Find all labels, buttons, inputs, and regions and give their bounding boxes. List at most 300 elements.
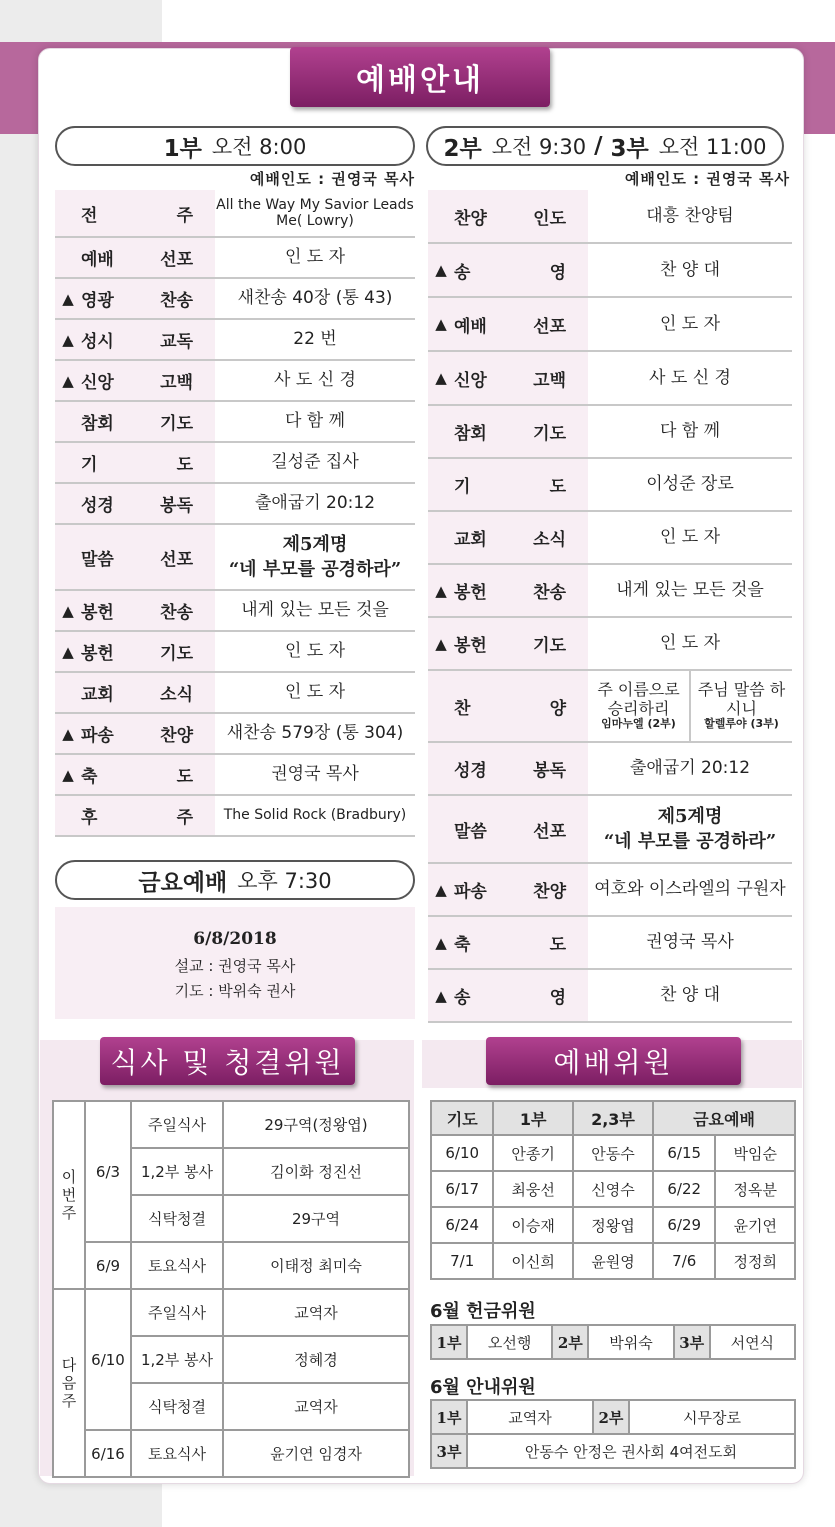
order-label bbox=[55, 632, 215, 671]
order-label-part: 교독 bbox=[160, 332, 193, 352]
order-label-part: 찬 bbox=[454, 698, 471, 719]
guide-row bbox=[431, 1400, 795, 1434]
order-row bbox=[428, 864, 792, 917]
order-label-text bbox=[454, 525, 588, 550]
triangle-icon: ▲ bbox=[435, 315, 447, 333]
order-label bbox=[55, 238, 215, 277]
order-label-part: 참회 bbox=[454, 424, 487, 444]
order-row bbox=[55, 714, 415, 755]
order-row bbox=[55, 632, 415, 673]
order-label-text bbox=[81, 680, 215, 705]
anthem-cell bbox=[588, 671, 689, 741]
order-value: 인 도 자 bbox=[284, 247, 346, 268]
order-row bbox=[428, 796, 792, 864]
triangle-icon: ▲ bbox=[435, 581, 447, 600]
order-row bbox=[55, 361, 415, 402]
order-label-part: 봉헌 bbox=[81, 603, 114, 623]
duty-date: 6/9 bbox=[85, 1242, 131, 1289]
order-label-part: 말씀 bbox=[81, 549, 114, 570]
order-value: 새찬송 40장 (통 43) bbox=[237, 288, 393, 309]
order-label bbox=[55, 190, 215, 236]
service1-label: 1부 bbox=[163, 135, 202, 162]
guide-name: 교역자 bbox=[467, 1400, 593, 1434]
order-value: 다 함 께 bbox=[284, 411, 346, 432]
worship-header: 기도 bbox=[431, 1101, 493, 1135]
duty-task: 식탁청결 bbox=[131, 1383, 223, 1430]
worship-cell: 6/22 bbox=[653, 1171, 715, 1207]
friday-label: 금요예배 bbox=[138, 869, 228, 896]
order-row bbox=[55, 320, 415, 361]
order-row bbox=[55, 190, 415, 238]
order-label-text bbox=[454, 472, 588, 497]
order-value: 내게 있는 모든 것을 bbox=[616, 580, 764, 601]
duty-assignee: 교역자 bbox=[223, 1289, 409, 1336]
service23-leader: 예배인도 : 권영국 목사 bbox=[624, 170, 790, 188]
order-label bbox=[428, 190, 588, 242]
worship-title: 예배위원 bbox=[486, 1037, 741, 1085]
order-row bbox=[428, 970, 792, 1023]
order-label bbox=[55, 673, 215, 712]
order-label bbox=[428, 406, 588, 457]
order-label-part: 영 bbox=[549, 988, 566, 1008]
duty-row bbox=[53, 1242, 409, 1289]
duty-table bbox=[52, 1100, 410, 1478]
order-label-part: 인도 bbox=[533, 208, 566, 229]
duty-task: 주일식사 bbox=[131, 1289, 223, 1336]
order-row bbox=[428, 352, 792, 406]
order-label-text bbox=[81, 409, 215, 434]
order-label-part: 교회 bbox=[81, 685, 114, 705]
order-label-text bbox=[454, 694, 588, 719]
order-label bbox=[428, 459, 588, 510]
order-value: 이성준 장로 bbox=[646, 474, 734, 495]
guide-part: 1부 bbox=[431, 1400, 467, 1434]
order-value: 권영국 목사 bbox=[646, 932, 734, 953]
worship-cell: 안동수 bbox=[573, 1135, 653, 1171]
order-row bbox=[428, 459, 792, 512]
order-label-text bbox=[454, 631, 588, 656]
order-label-part: 기도 bbox=[533, 636, 566, 656]
order-label bbox=[428, 743, 588, 794]
friday-info bbox=[55, 907, 415, 1019]
order-label-text bbox=[454, 930, 588, 955]
friday-preacher: 설교 : 권영국 목사 bbox=[174, 956, 296, 975]
order-label-part: 소식 bbox=[160, 685, 193, 705]
order-label-part: 후 bbox=[81, 808, 98, 828]
order-label-part: 봉독 bbox=[160, 496, 193, 516]
order-label-part: 소식 bbox=[533, 530, 566, 550]
duty-assignee: 교역자 bbox=[223, 1383, 409, 1430]
order-label-part: 파송 bbox=[454, 882, 487, 902]
order-label-part: 예배 bbox=[81, 250, 114, 270]
order-row bbox=[428, 917, 792, 970]
order-value: 인 도 자 bbox=[284, 641, 346, 662]
order-row bbox=[428, 512, 792, 565]
order-label bbox=[55, 525, 215, 589]
order-label-part: 축 bbox=[454, 935, 471, 955]
duty-task: 식탁청결 bbox=[131, 1195, 223, 1242]
worship-cell: 6/10 bbox=[431, 1135, 493, 1171]
guide-name: 안동수 안정은 권사회 4여전도회 bbox=[467, 1434, 795, 1468]
order-value: 출애굽기 20:12 bbox=[629, 758, 751, 779]
triangle-icon: ▲ bbox=[62, 371, 74, 390]
service23-order bbox=[428, 190, 792, 1023]
order-label-part: 양 bbox=[549, 698, 566, 719]
order-label-text bbox=[454, 366, 588, 391]
order-value: 인 도 자 bbox=[659, 633, 721, 654]
order-label-part: 성경 bbox=[454, 761, 487, 781]
worship-cell: 박임순 bbox=[715, 1135, 795, 1171]
duty-task: 1,2부 봉사 bbox=[131, 1336, 223, 1383]
order-value: 내게 있는 모든 것을 bbox=[241, 600, 389, 621]
order-value: 여호와 이스라엘의 구원자 bbox=[594, 879, 786, 900]
order-label-part: 주 bbox=[176, 808, 193, 828]
triangle-icon: ▲ bbox=[62, 289, 74, 308]
service-separator: / bbox=[594, 133, 603, 159]
worship-cell: 6/24 bbox=[431, 1207, 493, 1243]
page-title: 예배안내 bbox=[290, 47, 550, 107]
order-label-part: 찬송 bbox=[160, 603, 193, 623]
triangle-icon: ▲ bbox=[435, 634, 447, 653]
offering-row bbox=[431, 1325, 795, 1359]
order-label-part: 참회 bbox=[81, 414, 114, 434]
order-value: 제5계명 “네 부모를 공경하라” bbox=[603, 805, 777, 852]
order-label-part: 찬양 bbox=[160, 726, 193, 746]
guide-part: 3부 bbox=[431, 1434, 467, 1468]
order-label-text bbox=[454, 817, 588, 842]
worship-row bbox=[431, 1207, 795, 1243]
order-label-part: 도 bbox=[549, 935, 566, 955]
worship-header: 1부 bbox=[493, 1101, 573, 1135]
worship-cell: 정정희 bbox=[715, 1243, 795, 1279]
order-label-part: 봉헌 bbox=[81, 644, 114, 664]
order-label-text bbox=[81, 803, 215, 828]
order-value: 인 도 자 bbox=[659, 313, 721, 334]
order-label bbox=[428, 970, 588, 1021]
order-label-part: 예배 bbox=[454, 316, 487, 337]
offering-name: 서연식 bbox=[710, 1325, 795, 1359]
offering-table bbox=[430, 1324, 796, 1360]
duty-task: 주일식사 bbox=[131, 1101, 223, 1148]
offering-part: 3부 bbox=[674, 1325, 710, 1359]
order-value: 출애굽기 20:12 bbox=[254, 493, 376, 514]
worship-header: 금요예배 bbox=[653, 1101, 795, 1135]
offering-title: 6월 헌금위원 bbox=[430, 1301, 536, 1322]
worship-cell: 6/29 bbox=[653, 1207, 715, 1243]
worship-cell: 7/1 bbox=[431, 1243, 493, 1279]
order-label-part: 선포 bbox=[160, 549, 193, 570]
duty-assignee: 29구역 bbox=[223, 1195, 409, 1242]
worship-header: 2,3부 bbox=[573, 1101, 653, 1135]
guide-title: 6월 안내위원 bbox=[430, 1377, 536, 1398]
order-label-part: 봉독 bbox=[533, 761, 566, 781]
order-label bbox=[428, 796, 588, 862]
order-label-text bbox=[81, 598, 215, 623]
order-label-text bbox=[81, 639, 215, 664]
triangle-icon: ▲ bbox=[435, 933, 447, 952]
order-label-part: 선포 bbox=[533, 821, 566, 842]
duty-task: 토요식사 bbox=[131, 1242, 223, 1289]
order-row bbox=[55, 755, 415, 796]
order-label-part: 전 bbox=[81, 205, 98, 226]
triangle-icon: ▲ bbox=[62, 765, 74, 784]
order-label-part: 기도 bbox=[160, 644, 193, 664]
order-value: 제5계명 “네 부모를 공경하라” bbox=[228, 533, 402, 580]
order-row bbox=[55, 238, 415, 279]
order-label-part: 고백 bbox=[160, 373, 193, 393]
order-label-text bbox=[454, 312, 588, 337]
order-label-part: 말씀 bbox=[454, 821, 487, 842]
order-row bbox=[55, 443, 415, 484]
friday-date: 6/8/2018 bbox=[193, 929, 277, 949]
anthem-choir: 임마누엘 (2부) bbox=[601, 717, 676, 731]
order-label-part: 찬송 bbox=[533, 583, 566, 603]
service3-label: 3부 bbox=[610, 135, 649, 162]
anthem-choir: 할렐루야 (3부) bbox=[704, 717, 779, 731]
order-value: 권영국 목사 bbox=[271, 764, 359, 785]
guide-name: 시무장로 bbox=[629, 1400, 795, 1434]
duty-date: 6/3 bbox=[85, 1101, 131, 1242]
order-label-part: 기 bbox=[81, 455, 98, 475]
duty-week: 다 음 주 bbox=[53, 1289, 85, 1477]
worship-cell: 신영수 bbox=[573, 1171, 653, 1207]
triangle-icon: ▲ bbox=[62, 601, 74, 620]
order-value: The Solid Rock (Bradbury) bbox=[223, 807, 407, 824]
triangle-icon: ▲ bbox=[435, 369, 447, 387]
duty-assignee: 윤기연 임경자 bbox=[223, 1430, 409, 1477]
order-label-part: 교회 bbox=[454, 530, 487, 550]
order-row bbox=[428, 671, 792, 743]
order-label-part: 신앙 bbox=[454, 370, 487, 391]
offering-part: 2부 bbox=[552, 1325, 588, 1359]
order-label-text bbox=[81, 721, 215, 746]
order-row bbox=[428, 190, 792, 244]
order-label-part: 주 bbox=[176, 205, 193, 226]
duty-assignee: 이태정 최미숙 bbox=[223, 1242, 409, 1289]
order-label-text bbox=[454, 258, 588, 283]
order-label-part: 선포 bbox=[533, 316, 566, 337]
duty-task: 1,2부 봉사 bbox=[131, 1148, 223, 1195]
worship-cell: 6/17 bbox=[431, 1171, 493, 1207]
order-label bbox=[428, 917, 588, 968]
order-label-text bbox=[81, 491, 215, 516]
order-label-part: 기도 bbox=[160, 414, 193, 434]
order-row bbox=[428, 244, 792, 298]
guide-row bbox=[431, 1434, 795, 1468]
order-label bbox=[55, 714, 215, 753]
worship-cell: 6/15 bbox=[653, 1135, 715, 1171]
worship-cell: 정옥분 bbox=[715, 1171, 795, 1207]
order-label-part: 영광 bbox=[81, 291, 114, 311]
order-label-text bbox=[454, 578, 588, 603]
order-row bbox=[428, 565, 792, 618]
duty-date: 6/10 bbox=[85, 1289, 131, 1430]
service2-label: 2부 bbox=[443, 135, 482, 162]
service1-time: 오전 8:00 bbox=[211, 135, 307, 159]
order-label-text bbox=[81, 286, 215, 311]
order-label-text bbox=[81, 201, 215, 226]
worship-cell: 최웅선 bbox=[493, 1171, 573, 1207]
order-label bbox=[55, 279, 215, 318]
duty-assignee: 정혜경 bbox=[223, 1336, 409, 1383]
order-label bbox=[428, 352, 588, 404]
order-label-part: 성시 bbox=[81, 332, 114, 352]
order-label-part: 송 bbox=[454, 262, 471, 283]
order-label-text bbox=[81, 762, 215, 787]
friday-header bbox=[55, 860, 415, 900]
duty-row bbox=[53, 1289, 409, 1336]
order-label-text bbox=[454, 983, 588, 1008]
order-label bbox=[55, 361, 215, 400]
worship-header-row bbox=[431, 1101, 795, 1135]
service1-header bbox=[55, 126, 415, 166]
order-value: 찬 양 대 bbox=[659, 985, 721, 1006]
triangle-icon: ▲ bbox=[62, 330, 74, 349]
order-row bbox=[428, 618, 792, 671]
order-label bbox=[428, 565, 588, 616]
duty-assignee: 김이화 정진선 bbox=[223, 1148, 409, 1195]
friday-time: 오후 7:30 bbox=[237, 869, 332, 893]
offering-name: 박위숙 bbox=[588, 1325, 673, 1359]
order-label-part: 선포 bbox=[160, 250, 193, 270]
order-label bbox=[428, 512, 588, 563]
order-label bbox=[428, 618, 588, 669]
anthem-title: 주님 말씀 하시니 bbox=[697, 680, 786, 718]
worship-cell: 이신희 bbox=[493, 1243, 573, 1279]
order-value: All the Way My Savior Leads Me( Lowry) bbox=[216, 196, 414, 229]
order-label bbox=[428, 298, 588, 350]
worship-cell: 정왕엽 bbox=[573, 1207, 653, 1243]
order-label-part: 신앙 bbox=[81, 373, 114, 393]
service3-time: 오전 11:00 bbox=[658, 135, 767, 159]
order-label-part: 성경 bbox=[81, 496, 114, 516]
order-value: 22 번 bbox=[293, 329, 337, 350]
worship-cell: 윤기연 bbox=[715, 1207, 795, 1243]
order-label bbox=[55, 402, 215, 441]
order-label-part: 축 bbox=[81, 767, 98, 787]
triangle-icon: ▲ bbox=[435, 261, 447, 279]
worship-cell: 이승재 bbox=[493, 1207, 573, 1243]
order-value: 찬 양 대 bbox=[659, 259, 721, 280]
order-label-part: 고백 bbox=[533, 370, 566, 391]
duty-row bbox=[53, 1101, 409, 1148]
order-label bbox=[55, 320, 215, 359]
worship-cell: 윤원영 bbox=[573, 1243, 653, 1279]
order-row bbox=[55, 279, 415, 320]
order-label bbox=[428, 864, 588, 915]
duty-title: 식사 및 청결위원 bbox=[100, 1037, 355, 1085]
duty-date: 6/16 bbox=[85, 1430, 131, 1477]
order-label-part: 찬양 bbox=[454, 208, 487, 229]
order-label bbox=[428, 671, 588, 741]
guide-table bbox=[430, 1399, 796, 1469]
order-row bbox=[55, 673, 415, 714]
order-label bbox=[55, 796, 215, 835]
worship-row bbox=[431, 1171, 795, 1207]
offering-name: 오선행 bbox=[467, 1325, 552, 1359]
order-value: 인 도 자 bbox=[284, 682, 346, 703]
duty-task: 토요식사 bbox=[131, 1430, 223, 1477]
order-label-part: 봉헌 bbox=[454, 583, 487, 603]
service1-order bbox=[55, 190, 415, 837]
order-row bbox=[55, 484, 415, 525]
order-label-text bbox=[81, 545, 215, 570]
order-label-text bbox=[454, 419, 588, 444]
triangle-icon: ▲ bbox=[62, 724, 74, 743]
duty-week: 이 번 주 bbox=[53, 1101, 85, 1289]
duty-row bbox=[53, 1430, 409, 1477]
order-value: 인 도 자 bbox=[659, 527, 721, 548]
order-split bbox=[588, 671, 792, 741]
order-row bbox=[428, 743, 792, 796]
worship-row bbox=[431, 1135, 795, 1171]
triangle-icon: ▲ bbox=[435, 880, 447, 899]
order-label-part: 기도 bbox=[533, 424, 566, 444]
order-label bbox=[428, 244, 588, 296]
guide-part: 2부 bbox=[593, 1400, 629, 1434]
order-label bbox=[55, 755, 215, 794]
order-value: 사 도 신 경 bbox=[274, 370, 356, 391]
order-row bbox=[428, 406, 792, 459]
order-label-part: 영 bbox=[549, 262, 566, 283]
order-label-part: 도 bbox=[549, 477, 566, 497]
order-value: 길성준 집사 bbox=[271, 452, 359, 473]
order-label-part: 파송 bbox=[81, 726, 114, 746]
service1-leader: 예배인도 : 권영국 목사 bbox=[249, 170, 415, 188]
order-row bbox=[55, 525, 415, 591]
order-row bbox=[55, 591, 415, 632]
order-label-part: 송 bbox=[454, 988, 471, 1008]
triangle-icon: ▲ bbox=[62, 642, 74, 661]
order-row bbox=[55, 402, 415, 443]
service2-time: 오전 9:30 bbox=[491, 135, 587, 159]
anthem-title: 주 이름으로 승리하리 bbox=[597, 680, 680, 718]
friday-prayer: 기도 : 박위숙 권사 bbox=[174, 982, 296, 1001]
order-label bbox=[55, 591, 215, 630]
order-label-part: 도 bbox=[176, 455, 193, 475]
anthem-cell bbox=[689, 671, 792, 741]
order-label-part: 찬송 bbox=[160, 291, 193, 311]
order-label-text bbox=[454, 877, 588, 902]
order-label bbox=[55, 443, 215, 482]
order-label-part: 봉헌 bbox=[454, 636, 487, 656]
order-label-text bbox=[81, 450, 215, 475]
order-label-text bbox=[81, 368, 215, 393]
order-label-part: 도 bbox=[176, 767, 193, 787]
order-row bbox=[55, 796, 415, 837]
order-value: 대흥 찬양팀 bbox=[646, 205, 734, 226]
order-label-part: 찬양 bbox=[533, 882, 566, 902]
order-label-text bbox=[81, 245, 215, 270]
order-label-text bbox=[454, 204, 588, 229]
order-value: 새찬송 579장 (통 304) bbox=[226, 723, 404, 744]
order-value: 다 함 께 bbox=[659, 421, 721, 442]
order-label bbox=[55, 484, 215, 523]
worship-table bbox=[430, 1100, 796, 1280]
order-value: 사 도 신 경 bbox=[649, 367, 731, 388]
triangle-icon: ▲ bbox=[435, 986, 447, 1005]
worship-cell: 안종기 bbox=[493, 1135, 573, 1171]
order-row bbox=[428, 298, 792, 352]
offering-part: 1부 bbox=[431, 1325, 467, 1359]
order-label-text bbox=[454, 756, 588, 781]
service23-header bbox=[426, 126, 784, 166]
duty-assignee: 29구역(정왕엽) bbox=[223, 1101, 409, 1148]
order-label-text bbox=[81, 327, 215, 352]
order-label-part: 기 bbox=[454, 477, 471, 497]
worship-cell: 7/6 bbox=[653, 1243, 715, 1279]
worship-row bbox=[431, 1243, 795, 1279]
